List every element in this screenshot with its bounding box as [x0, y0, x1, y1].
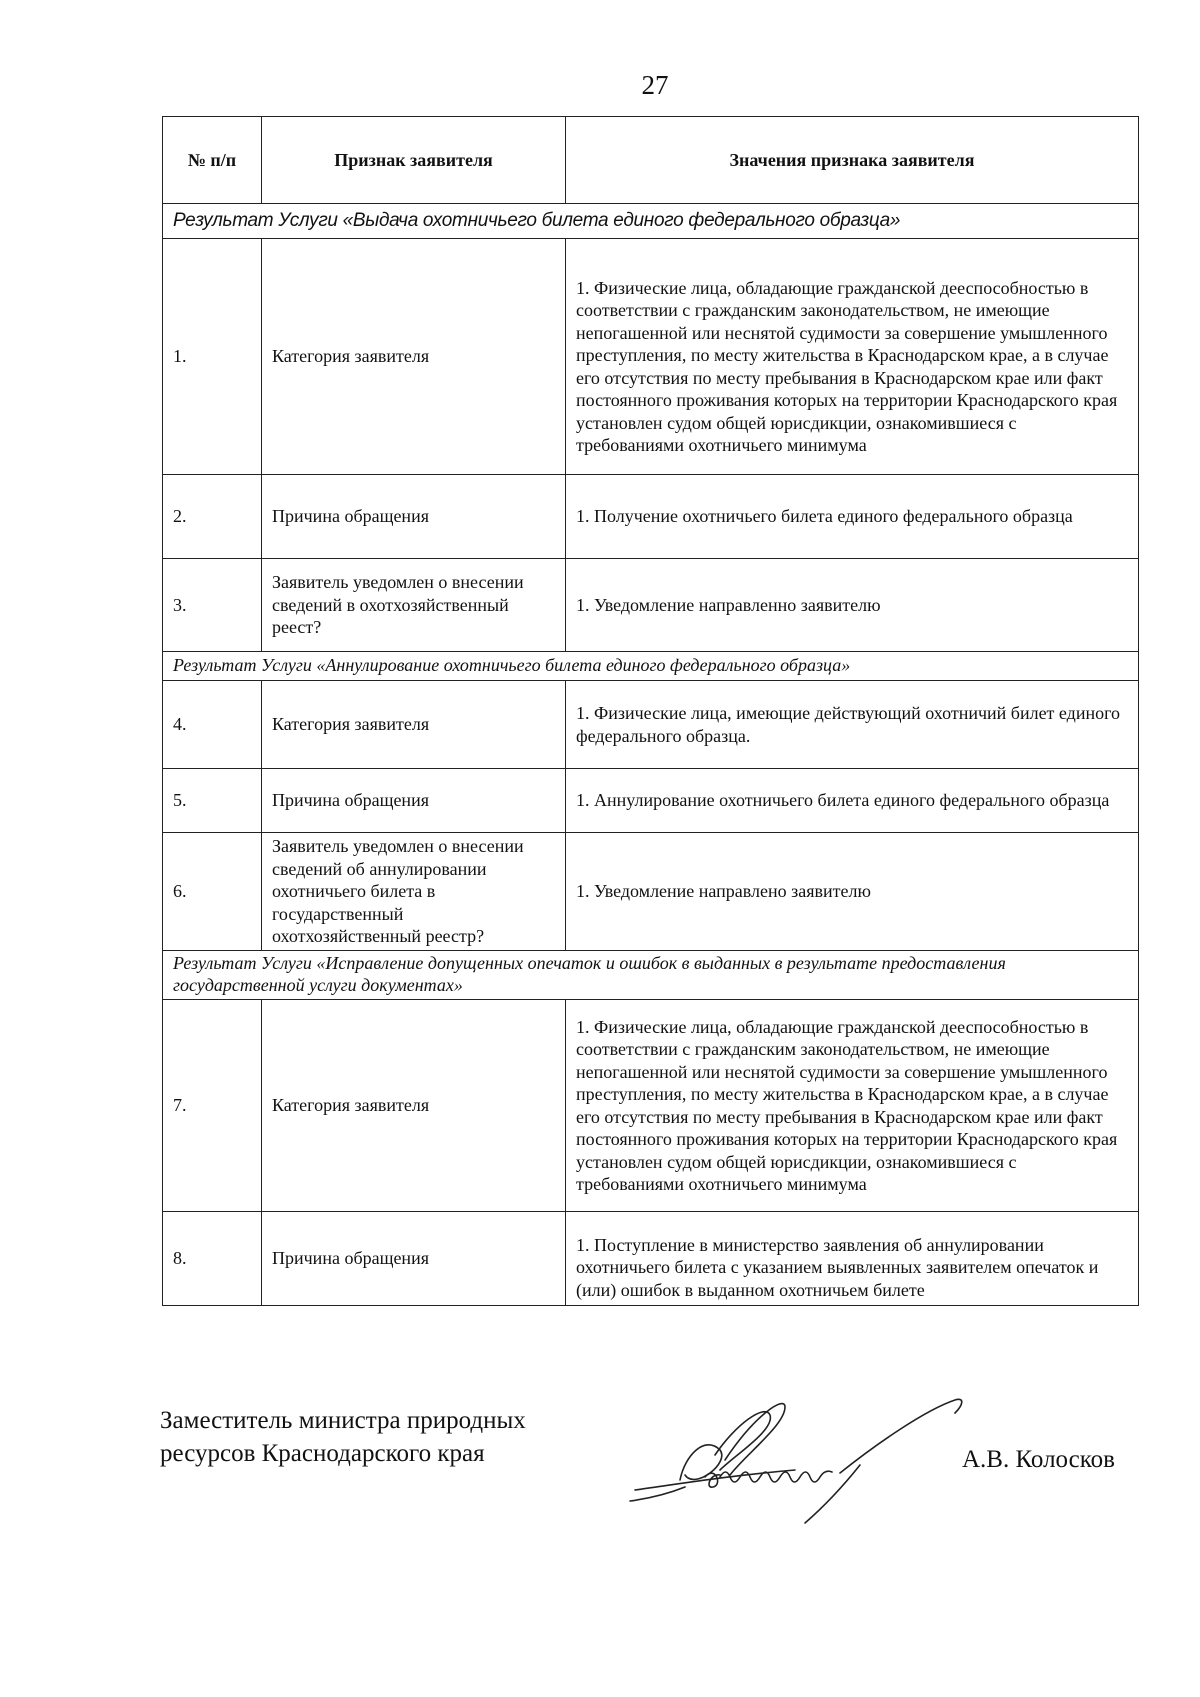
table-row [163, 239, 1139, 475]
row-value: 1. Аннулирование охотничьего билета единого федерального образца [566, 769, 1139, 833]
row-num: 3. [163, 559, 262, 652]
table-row [163, 559, 1139, 652]
header-sign: Признак заявителя [262, 117, 566, 204]
row-sign: Категория заявителя [262, 239, 566, 475]
table-row [163, 769, 1139, 833]
row-num: 8. [163, 1212, 262, 1306]
row-num: 5. [163, 769, 262, 833]
header-num: № п/п [163, 117, 262, 204]
signer-name: А.В. Колосков [962, 1446, 1115, 1473]
table-row [163, 1212, 1139, 1306]
section-row [163, 951, 1139, 1000]
applicant-attributes-table [162, 116, 1139, 1306]
row-value: 1. Физические лица, имеющие действующий охотничий билет единого федерального образца. [566, 681, 1139, 769]
row-value: 1. Уведомление направлено заявителю [566, 833, 1139, 951]
signer-position-line2: ресурсов Краснодарского края [160, 1439, 485, 1467]
row-num: 7. [163, 1000, 262, 1212]
signer-position [160, 1405, 526, 1470]
row-sign: Заявитель уведомлен о внесении сведений в охотхозяйственный реест? [262, 559, 566, 652]
row-value: 1. Получение охотничьего билета единого федерального образца [566, 475, 1139, 559]
row-sign: Заявитель уведомлен о внесении сведений об аннулировании охотничьего билета в государственный охотхозяйственный реестр? [262, 833, 566, 951]
table-row [163, 833, 1139, 951]
section-row [163, 204, 1139, 239]
row-sign: Причина обращения [262, 1212, 566, 1306]
row-sign: Категория заявителя [262, 681, 566, 769]
table-row [163, 681, 1139, 769]
row-num: 1. [163, 239, 262, 475]
table-row [163, 1000, 1139, 1212]
row-num: 4. [163, 681, 262, 769]
row-value: 1. Физические лица, обладающие гражданской дееспособностью в соответствии с гражданским законодательством, не имеющие непогашенной или неснятой судимости за совершение умышленного преступления, по месту жительства в Краснодарском крае, а в случае его отсутствия по месту пребывания в Краснодарском крае или факт постоянного проживания которых на территории Краснодарского края установлен судом общей юрисдикции, ознакомившиеся с требованиями охотничьего минимума [566, 239, 1139, 475]
signer-position-line1: Заместитель министра природных [160, 1407, 526, 1434]
row-sign: Причина обращения [262, 769, 566, 833]
table-row [163, 475, 1139, 559]
section-title-cancel: Результат Услуги «Аннулирование охотничьего билета единого федерального образца» [163, 652, 1139, 681]
row-value: 1. Физические лица, обладающие гражданской дееспособностью в соответствии с гражданским законодательством, не имеющие непогашенной или неснятой судимости за совершение умышленного преступления, по месту жительства в Краснодарском крае, а в случае его отсутствия по месту пребывания в Краснодарском крае или факт постоянного проживания которых на территории Краснодарского края установлен судом общей юрисдикции, ознакомившиеся с требованиями охотничьего минимума [566, 1000, 1139, 1212]
row-sign: Причина обращения [262, 475, 566, 559]
page-number: 27 [641, 70, 669, 100]
row-value: 1. Поступление в министерство заявления об аннулировании охотничьего билета с указанием выявленных заявителем опечаток и (или) ошибок в выданном охотничьем билете [566, 1212, 1139, 1306]
row-sign: Категория заявителя [262, 1000, 566, 1212]
row-num: 6. [163, 833, 262, 951]
table-header-row [163, 117, 1139, 204]
section-title-issue: Результат Услуги «Выдача охотничьего билета единого федерального образца» [163, 204, 1139, 239]
row-value: 1. Уведомление направленно заявителю [566, 559, 1139, 652]
section-row [163, 652, 1139, 681]
section-title-correction: Результат Услуги «Исправление допущенных опечаток и ошибок в выданных в результате предоставления государственной услуги документах» [163, 951, 1139, 1000]
header-value: Значения признака заявителя [566, 117, 1139, 204]
row-num: 2. [163, 475, 262, 559]
